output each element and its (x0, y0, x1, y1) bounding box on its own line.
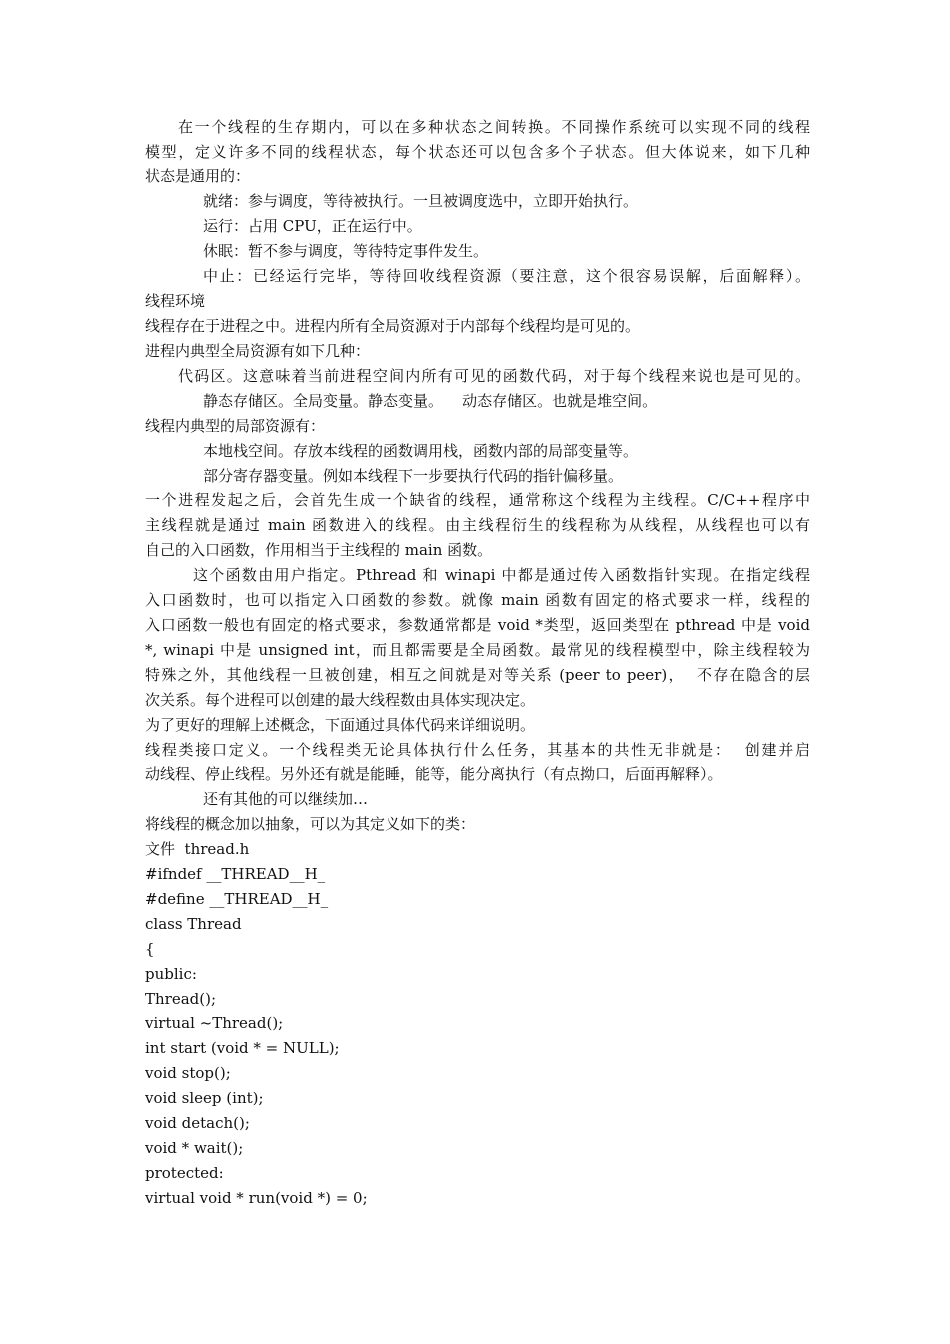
paragraph-line: 模型，定义许多不同的线程状态，每个状态还可以包含多个子状态。但大体说来，如下几种 (145, 143, 810, 161)
paragraph-line: 线程内典型的局部资源有： (145, 417, 326, 435)
paragraph-line: 一个进程发起之后，会首先生成一个缺省的线程，通常称这个线程为主线程。C/C++程序中 (145, 491, 810, 509)
code-line: protected: (145, 1164, 224, 1182)
code-line: void stop(); (145, 1064, 231, 1082)
list-item: 静态存储区。全局变量。静态变量。 动态存储区。也就是堆空间。 (203, 392, 658, 410)
paragraph-line: 将线程的概念加以抽象，可以为其定义如下的类： (145, 815, 476, 833)
paragraph-line: 入口函数时，也可以指定入口函数的参数。就像 main 函数有固定的格式要求一样，线程的 (145, 591, 810, 609)
state-item-terminated: 中止：已经运行完毕，等待回收线程资源（要注意，这个很容易误解，后面解释）。 (203, 267, 810, 285)
code-line: Thread(); (145, 990, 217, 1008)
code-line: #define __THREAD__H_ (145, 890, 329, 908)
paragraph-line: 特殊之外，其他线程一旦被创建，相互之间就是对等关系 (peer to peer)， 不存在隐含的层 (145, 666, 810, 684)
paragraph-line: 进程内典型全局资源有如下几种： (145, 342, 371, 360)
list-item: 部分寄存器变量。例如本线程下一步要执行代码的指针偏移量。 (203, 467, 624, 485)
code-line: public: (145, 965, 197, 983)
paragraph-line: 这个函数由用户指定。Pthread 和 winapi 中都是通过传入函数指针实现。在指定线程 (193, 566, 810, 584)
list-item: 代码区。这意味着当前进程空间内所有可见的函数代码，对于每个线程来说也是可见的。 (178, 367, 810, 385)
code-line: void * wait(); (145, 1139, 244, 1157)
code-line: int start (void * = NULL); (145, 1039, 340, 1057)
code-line: { (145, 940, 155, 958)
code-line: virtual void * run(void *) = 0; (145, 1189, 368, 1207)
paragraph-line: 次关系。每个进程可以创建的最大线程数由具体实现决定。 (145, 691, 536, 709)
code-line: void detach(); (145, 1114, 250, 1132)
paragraph-line: 线程存在于进程之中。进程内所有全局资源对于内部每个线程均是可见的。 (145, 317, 641, 335)
section-heading: 线程环境 (145, 292, 206, 310)
paragraph-line: 状态是通用的： (145, 167, 251, 185)
state-item-running: 运行：占用 CPU，正在运行中。 (203, 217, 422, 235)
paragraph-line: 线程类接口定义。一个线程类无论具体执行什么任务，其基本的共性无非就是： 创建并启 (145, 741, 810, 759)
file-name-label: 文件 thread.h (145, 840, 250, 858)
paragraph-line: 主线程就是通过 main 函数进入的线程。由主线程衍生的线程称为从线程，从线程也可以有 (145, 516, 810, 534)
code-line: virtual ~Thread(); (145, 1014, 284, 1032)
paragraph-line: 动线程、停止线程。另外还有就是能睡，能等，能分离执行（有点拗口，后面再解释）。 (145, 765, 723, 783)
paragraph-line: *, winapi 中是 unsigned int，而且都需要是全局函数。最常见的线程模型中，除主线程较为 (145, 641, 810, 659)
code-line: #ifndef __THREAD__H_ (145, 865, 326, 883)
code-line: void sleep (int); (145, 1089, 264, 1107)
state-item-ready: 就绪：参与调度，等待被执行。一旦被调度选中，立即开始执行。 (203, 192, 639, 210)
paragraph-line: 自己的入口函数，作用相当于主线程的 main 函数。 (145, 541, 493, 559)
list-item: 本地栈空间。存放本线程的函数调用栈，函数内部的局部变量等。 (203, 442, 639, 460)
paragraph-line: 在一个线程的生存期内，可以在多种状态之间转换。不同操作系统可以实现不同的线程 (178, 118, 810, 136)
paragraph-line: 入口函数一般也有固定的格式要求，参数通常都是 void *类型，返回类型在 pthread 中是 void (145, 616, 810, 634)
paragraph-line: 为了更好的理解上述概念，下面通过具体代码来详细说明。 (145, 716, 536, 734)
state-item-sleeping: 休眠：暂不参与调度，等待特定事件发生。 (203, 242, 489, 260)
paragraph-line: 还有其他的可以继续加… (203, 790, 369, 808)
code-line: class Thread (145, 915, 242, 933)
